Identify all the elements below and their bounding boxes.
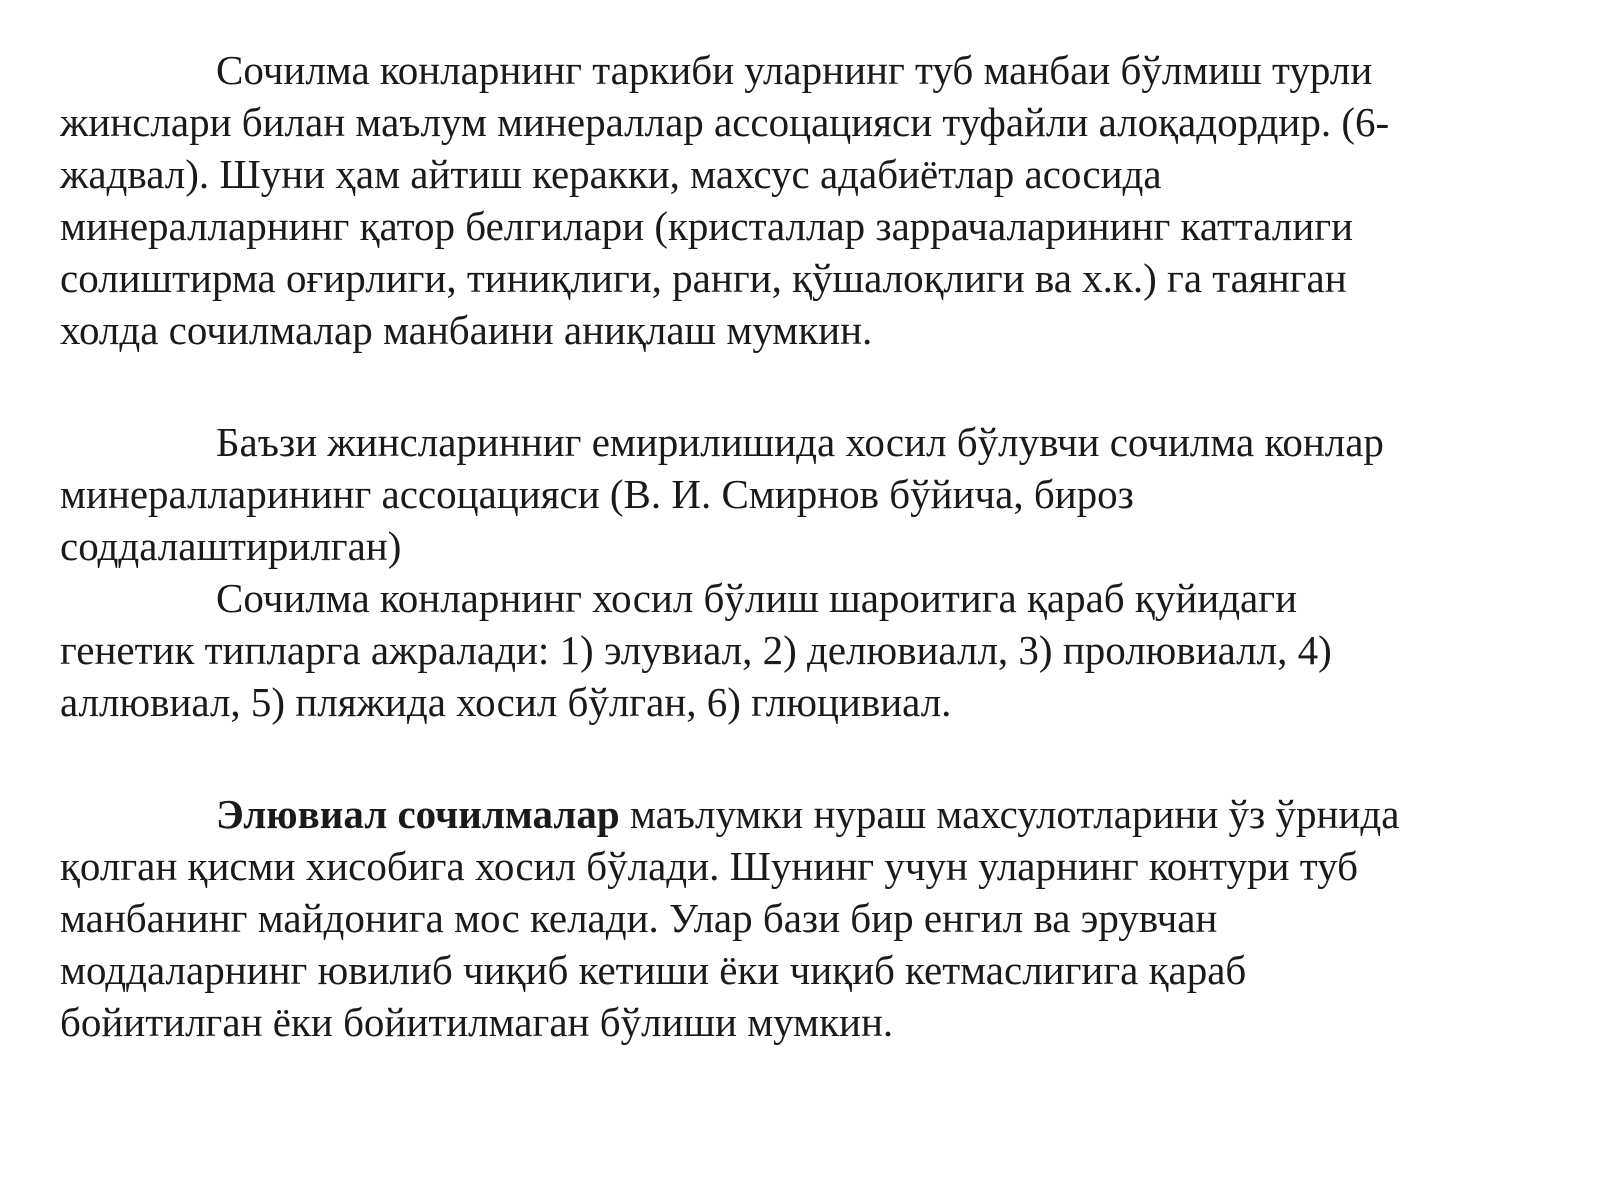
bold-term: Элювиал сочилмалар <box>216 791 620 837</box>
paragraph-1 <box>60 44 1560 356</box>
text-line <box>60 788 1560 840</box>
text-line: Баъзи жинсларинниг емирилишида хосил бўлувчи сочилма конлар <box>216 419 1384 465</box>
text-line: соддалаштирилган) <box>60 523 402 569</box>
text-line: аллювиал, 5) пляжида хосил бўлган, 6) глюцивиал. <box>60 679 952 725</box>
text-line: моддаларнинг ювилиб чиқиб кетиши ёки чиқиб кетмаслигига қараб <box>60 947 1247 993</box>
paragraph-spacer <box>60 728 1560 788</box>
paragraph-spacer <box>60 356 1560 416</box>
paragraph-3 <box>60 572 1560 728</box>
text-line: жинслари билан маълум минераллар ассоцацияси туфайли алоқадордир. (6- <box>60 99 1390 145</box>
paragraph-4 <box>60 788 1560 1048</box>
text-line: бойитилган ёки бойитилмаган бўлиши мумкин. <box>60 999 894 1045</box>
text-line: манбанинг майдонига мос келади. Улар бази бир енгил ва эрувчан <box>60 895 1218 941</box>
text-line: холда сочилмалар манбаини аниқлаш мумкин. <box>60 307 873 353</box>
text-line: солиштирма оғирлиги, тиниқлиги, ранги, қўшалоқлиги ва х.к.) га таянган <box>60 255 1347 301</box>
text-line: қолган қисми хисобига хосил бўлади. Шунинг учун уларнинг контури туб <box>60 843 1358 889</box>
text-line: минералларнинг қатор белгилари (кристаллар заррачаларининг катталиги <box>60 203 1354 249</box>
text-line: Сочилма конларнинг таркиби уларнинг туб манбаи бўлмиш турли <box>216 47 1373 93</box>
paragraph-2 <box>60 416 1560 572</box>
text-line: минералларининг ассоцацияси (В. И. Смирнов бўйича, бироз <box>60 471 1134 517</box>
text-line: жадвал). Шуни ҳам айтиш керакки, махсус адабиётлар асосида <box>60 151 1162 197</box>
text-line: Сочилма конларнинг хосил бўлиш шароитига қараб қуйидаги <box>216 575 1298 621</box>
text-run: маълумки нураш махсулотларини ўз ўрнида <box>619 791 1400 837</box>
document-page <box>60 44 1560 1048</box>
text-line: генетик типларга ажралади: 1) элувиал, 2) делювиалл, 3) пролювиалл, 4) <box>60 627 1332 673</box>
